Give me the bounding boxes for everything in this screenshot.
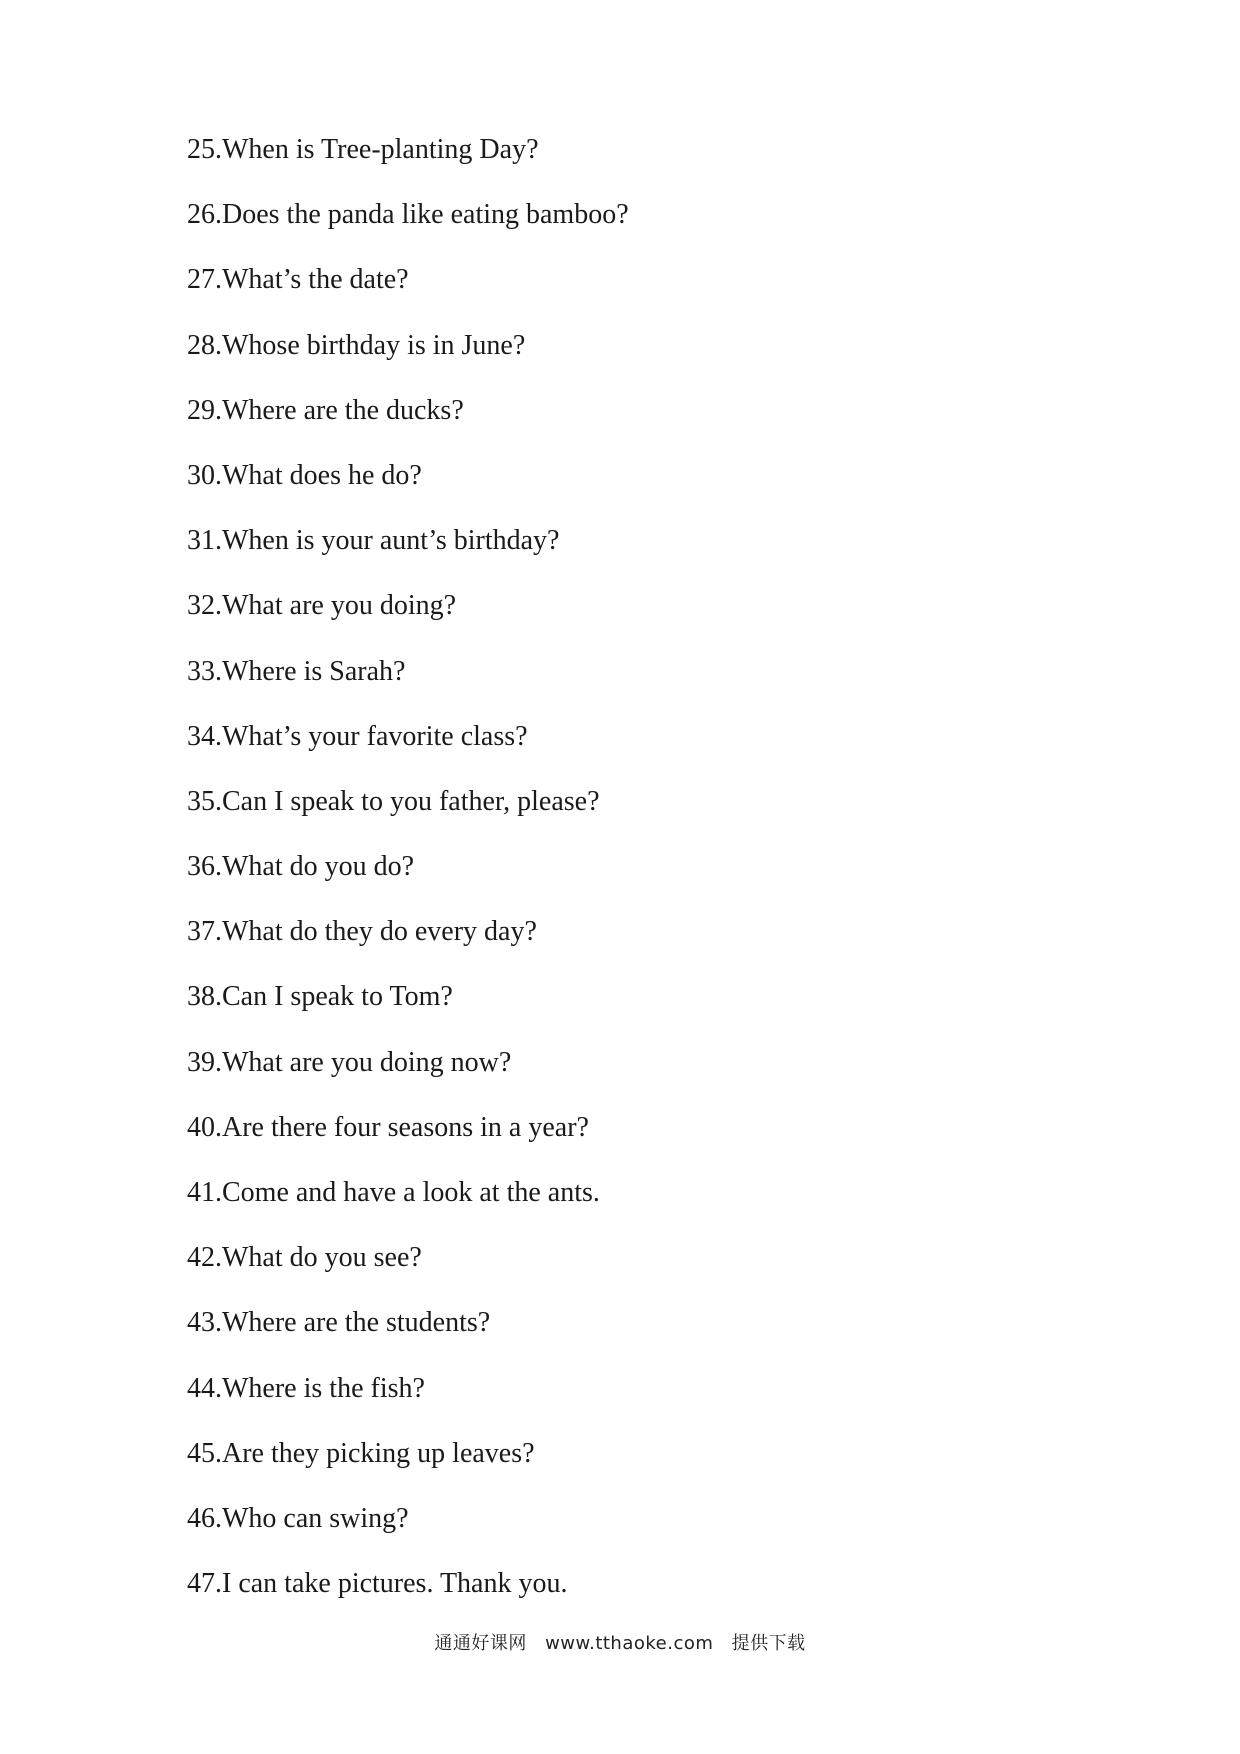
question-item: 41.Come and have a look at the ants. <box>187 1177 600 1208</box>
question-item: 26.Does the panda like eating bamboo? <box>187 199 629 231</box>
question-item: 34.What’s your favorite class? <box>187 720 528 752</box>
question-item: 30.What does he do? <box>187 459 422 491</box>
question-list <box>187 130 629 1629</box>
footer-url: www.tthaoke.com <box>545 1633 714 1654</box>
question-item: 29.Where are the ducks? <box>187 394 464 426</box>
question-item: 36.What do you do? <box>187 851 415 883</box>
question-item: 37.What do they do every day? <box>187 916 537 948</box>
question-item: 42.What do you see? <box>187 1242 422 1274</box>
question-item: 28.Whose birthday is in June? <box>187 329 526 361</box>
question-item: 35.Can I speak to you father, please? <box>187 785 600 817</box>
question-item: 44.Where is the fish? <box>187 1372 425 1404</box>
question-item: 32.What are you doing? <box>187 590 457 622</box>
question-item: 33.Where is Sarah? <box>187 655 406 687</box>
question-item: 31.When is your aunt’s birthday? <box>187 525 560 557</box>
footer-site-name: 通通好课网 <box>434 1633 527 1654</box>
question-item: 47.I can take pictures. Thank you. <box>187 1568 568 1600</box>
page-footer <box>0 1632 1240 1656</box>
question-item: 43.Where are the students? <box>187 1307 491 1339</box>
question-item: 27.What’s the date? <box>187 264 409 296</box>
question-item: 40.Are there four seasons in a year? <box>187 1111 589 1143</box>
footer-suffix: 提供下载 <box>731 1633 806 1654</box>
question-item: 38.Can I speak to Tom? <box>187 981 453 1013</box>
question-item: 45.Are they picking up leaves? <box>187 1437 535 1469</box>
question-item: 39.What are you doing now? <box>187 1046 512 1078</box>
question-item: 25.When is Tree-planting Day? <box>187 134 539 165</box>
question-item: 46.Who can swing? <box>187 1502 409 1534</box>
